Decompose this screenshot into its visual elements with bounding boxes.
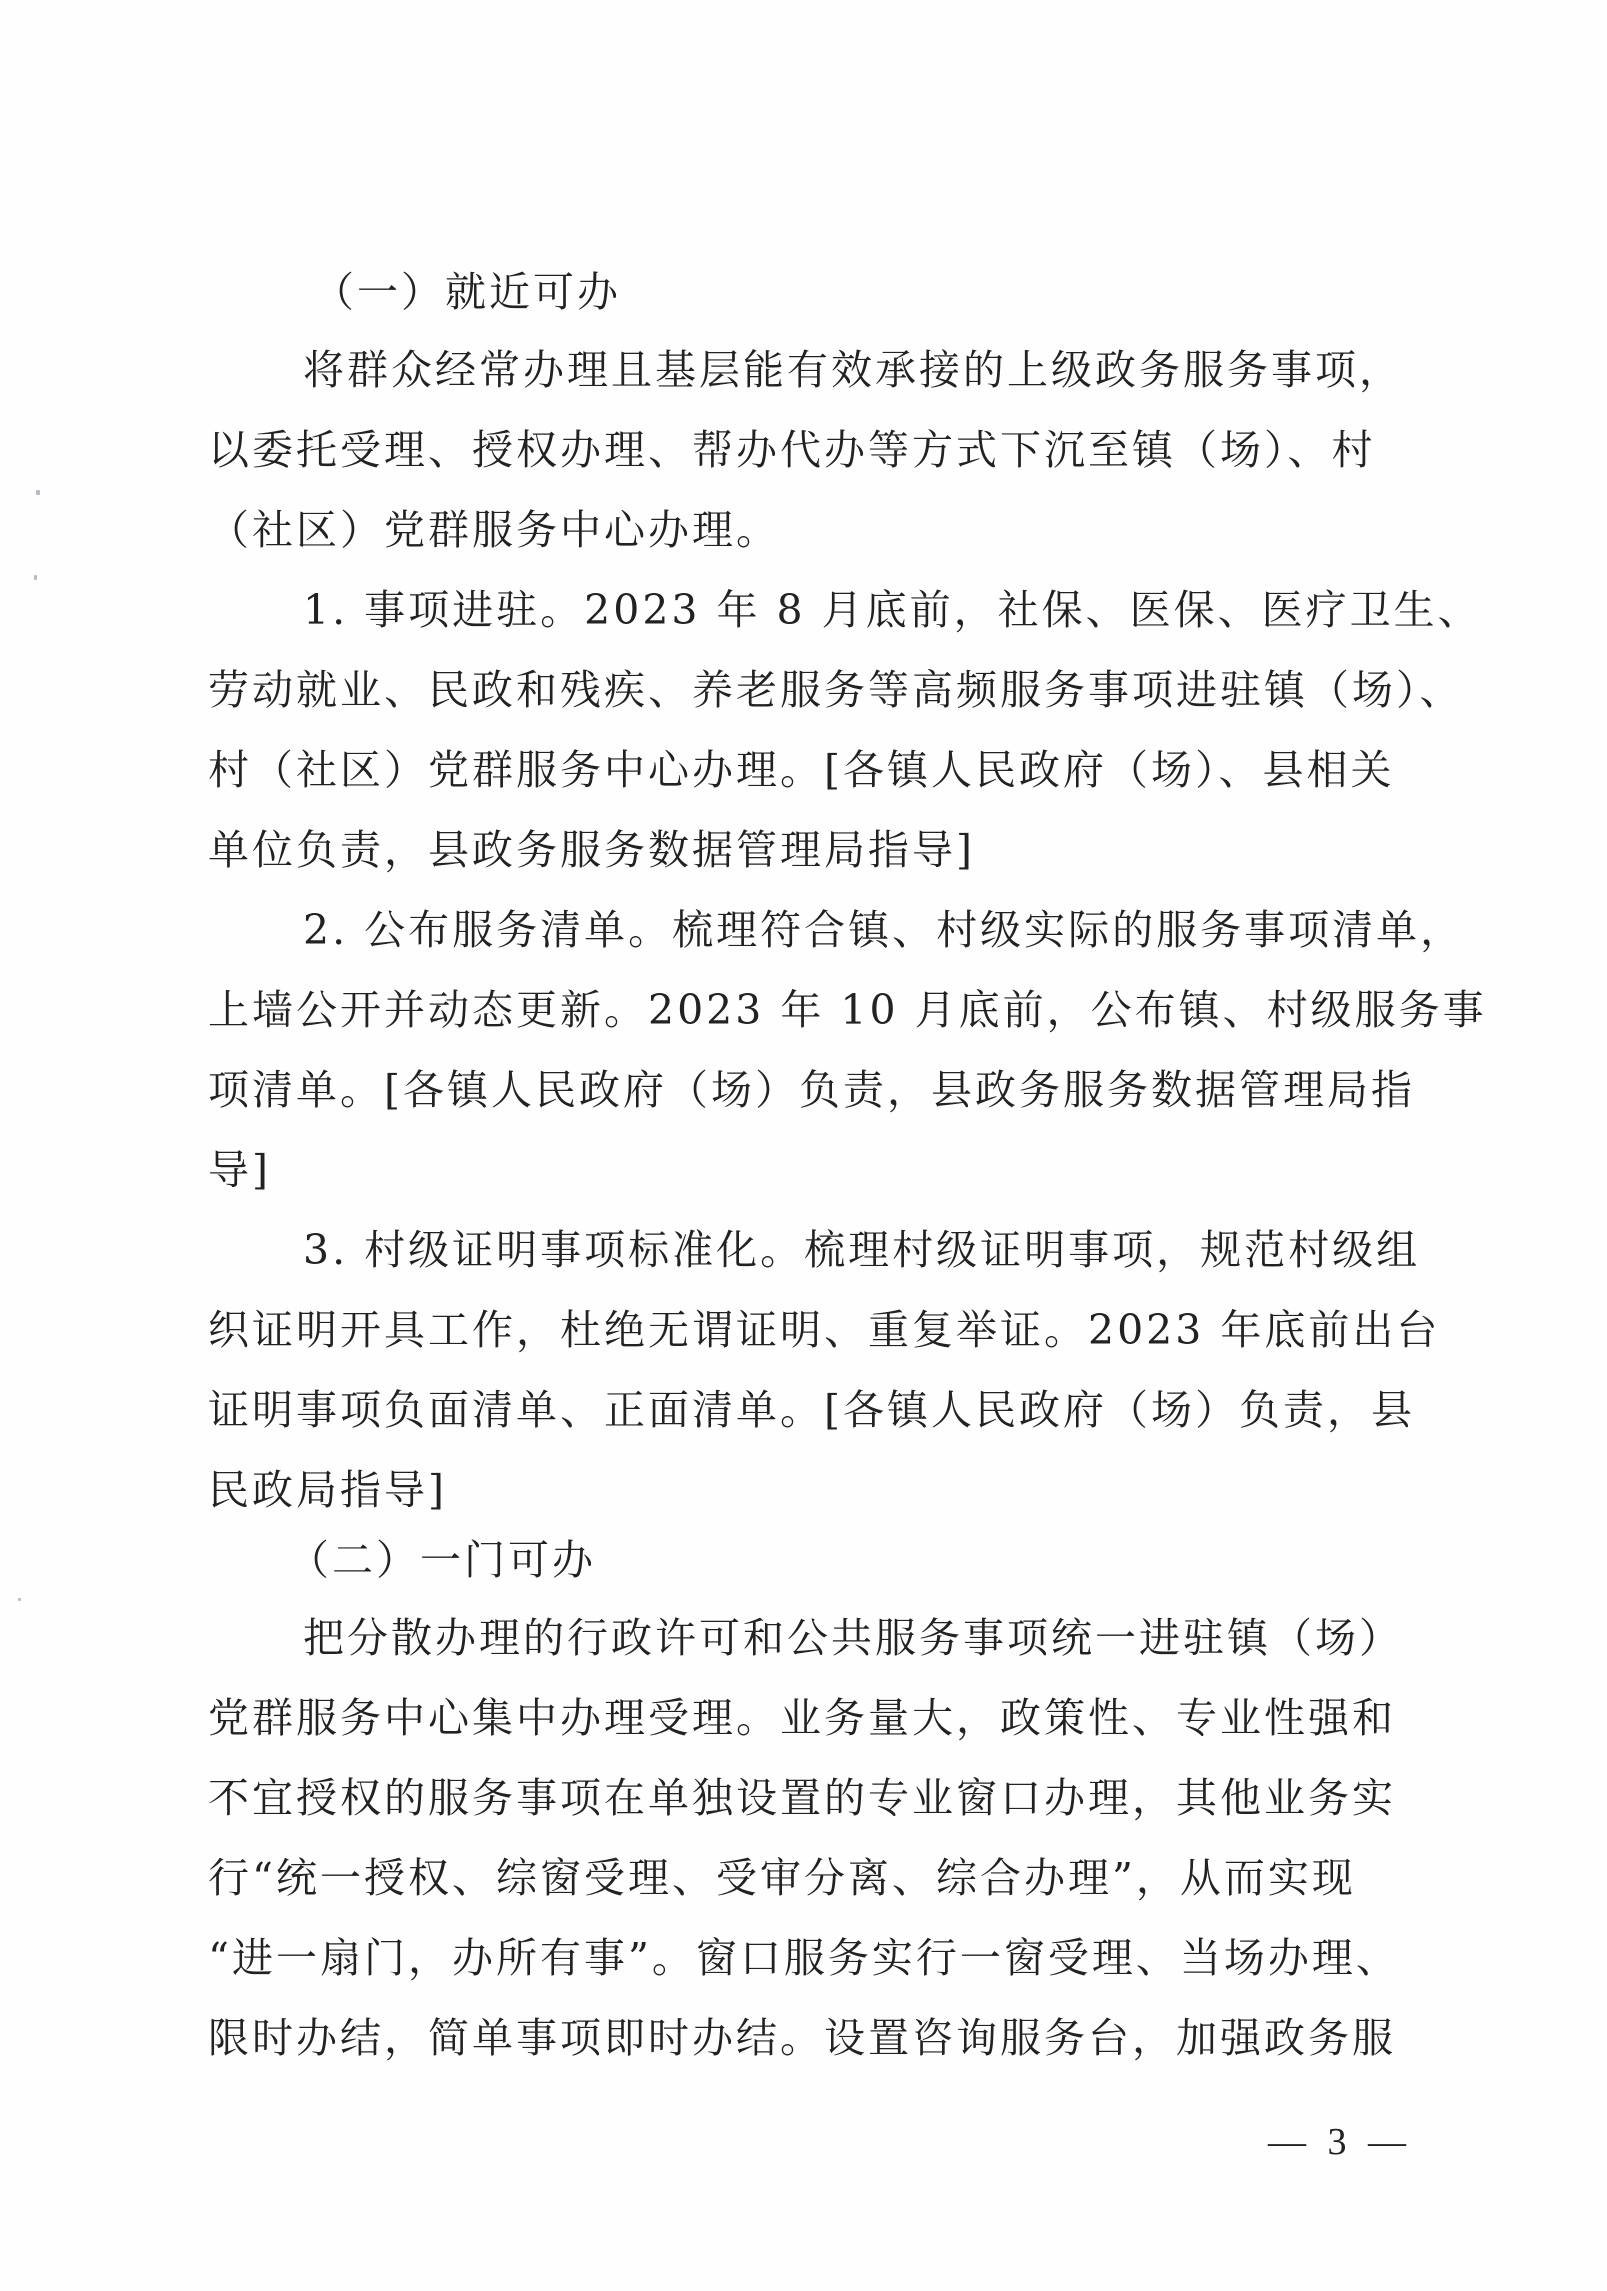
paragraph-line: 限时办结，简单事项即时办结。设置咨询服务台，加强政务服 xyxy=(208,2014,1396,2062)
list-item-line: 民政局指导] xyxy=(208,1466,447,1514)
scan-artifact xyxy=(36,490,40,495)
scan-artifact xyxy=(18,1598,21,1601)
list-item-line: 劳动就业、民政和残疾、养老服务等高频服务事项进驻镇（场）、 xyxy=(208,666,1464,714)
scan-artifact xyxy=(34,575,37,580)
list-item-line: 3. 村级证明事项标准化。梳理村级证明事项，规范村级组 xyxy=(303,1226,1421,1274)
paragraph-line: （社区）党群服务中心办理。 xyxy=(208,506,780,554)
paragraph-line: 把分散办理的行政许可和公共服务事项统一进驻镇（场） xyxy=(303,1614,1403,1662)
paragraph-line: 以委托受理、授权办理、帮办代办等方式下沉至镇（场）、村 xyxy=(208,426,1376,474)
list-item-line: 项清单。[各镇人民政府（场）负责，县政务服务数据管理局指 xyxy=(208,1066,1415,1114)
list-item-line: 织证明开具工作，杜绝无谓证明、重复举证。2023 年底前出台 xyxy=(208,1306,1441,1354)
section-heading: （二）一门可办 xyxy=(288,1536,596,1584)
section-heading: （一）就近可办 xyxy=(313,268,621,316)
list-item-line: 1. 事项进驻。2023 年 8 月底前，社保、医保、医疗卫生、 xyxy=(303,586,1482,634)
paragraph-line: 不宜授权的服务事项在单独设置的专业窗口办理，其他业务实 xyxy=(208,1774,1396,1822)
list-item-line: 村（社区）党群服务中心办理。[各镇人民政府（场）、县相关 xyxy=(208,746,1395,794)
paragraph-line: 将群众经常办理且基层能有效承接的上级政务服务事项， xyxy=(303,346,1403,394)
paragraph-line: 党群服务中心集中办理受理。业务量大，政策性、专业性强和 xyxy=(208,1694,1396,1742)
list-item-line: 单位负责，县政务服务数据管理局指导] xyxy=(208,826,975,874)
list-item-line: 证明事项负面清单、正面清单。[各镇人民政府（场）负责，县 xyxy=(208,1386,1415,1434)
paragraph-line: 行“统一授权、综窗受理、受审分离、综合办理”，从而实现 xyxy=(208,1854,1356,1902)
list-item-line: 上墙公开并动态更新。2023 年 10 月底前，公布镇、村级服务事 xyxy=(208,986,1487,1034)
list-item-line: 2. 公布服务清单。梳理符合镇、村级实际的服务事项清单， xyxy=(303,906,1465,954)
paragraph-line: “进一扇门，办所有事”。窗口服务实行一窗受理、当场办理、 xyxy=(208,1934,1400,1982)
list-item-line: 导] xyxy=(208,1146,271,1194)
page-number: — 3 — xyxy=(1268,2121,1412,2163)
